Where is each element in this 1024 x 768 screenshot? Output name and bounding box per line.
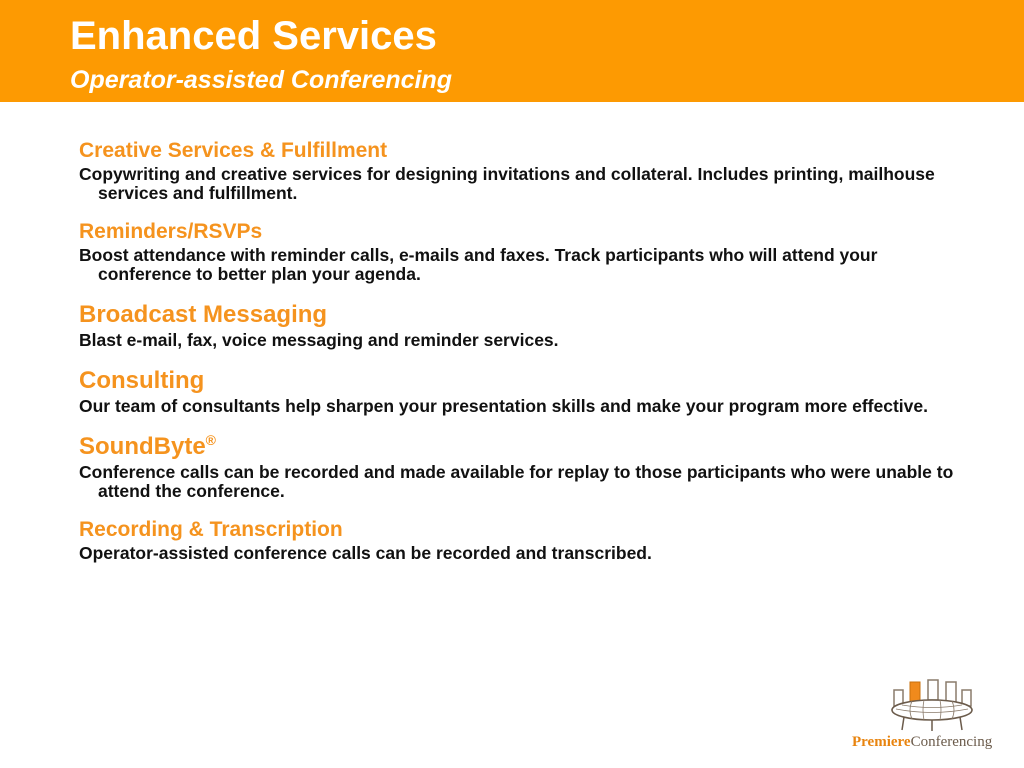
service-reminders-rsvps [79,218,959,284]
section-description: Blast e-mail, fax, voice messaging and reminder services. [79,330,559,350]
section-description: Copywriting and creative services for designing invitations and collateral. Includes printing, mailhouse services and fulfillment. [79,164,935,203]
section-heading: Recording & Transcription [79,518,343,541]
premiere-conferencing-logo [846,676,1018,758]
service-soundbyte [79,431,959,501]
service-recording-transcription [79,516,959,563]
title-bar [0,0,1024,102]
section-heading: Broadcast Messaging [79,301,328,328]
service-broadcast-messaging [79,299,959,350]
section-heading [79,431,959,463]
logo-wordmark [852,734,992,751]
service-consulting [79,365,959,416]
logo-word-premiere: Premiere [852,734,911,750]
slide-title: Enhanced Services [70,14,437,58]
logo-word-conferencing: Conferencing [910,734,993,750]
section-heading: Reminders/RSVPs [79,220,263,243]
section-heading: Creative Services & Fulfillment [79,139,388,162]
section-description: Boost attendance with reminder calls, e-mails and faxes. Track participants who will attend your conference to better plan your agenda. [79,245,878,284]
section-description: Operator-assisted conference calls can be recorded and transcribed. [79,543,652,563]
conference-table-icon [882,676,982,732]
registered-mark: ® [205,432,216,448]
service-creative-services [79,137,959,203]
section-description: Conference calls can be recorded and made available for replay to those participants who were unable to attend the conference. [79,462,954,501]
section-description: Our team of consultants help sharpen your presentation skills and make your program more effective. [79,396,928,416]
slide-subtitle: Operator-assisted Conferencing [70,66,453,94]
services-list [79,137,959,578]
section-heading: Consulting [79,367,205,394]
section-heading-text: SoundByte [79,433,206,460]
